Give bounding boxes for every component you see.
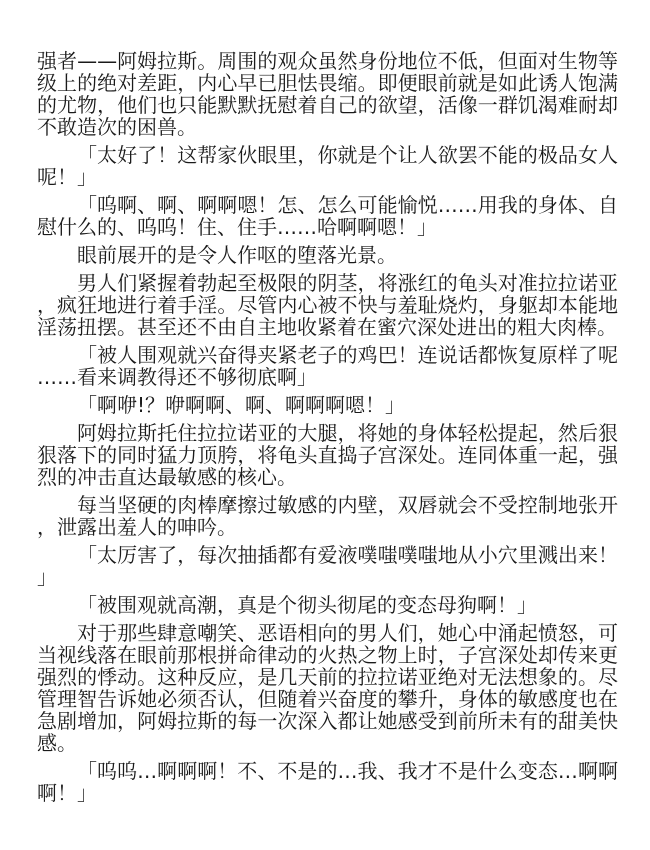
paragraph: 对于那些肆意嘲笑、恶语相向的男人们，她心中涌起愤怒，可当视线落在眼前那根拼命律动的火热之物上时，子宫深处却传来更强烈的悸动。这种反应，是几天前的拉拉诺亚绝对无法想象的。尽管理智告诉她必须否认，但随着兴奋度的攀升，身体的敏感度也在急剧增加，阿姆拉斯的每一次深入都让她感受到前所未有的甜美快感。 (37, 621, 618, 755)
paragraph: 阿姆拉斯托住拉拉诺亚的大腿，将她的身体轻松提起，然后狠狠落下的同时猛力顶胯，将龟头直捣子宫深处。连同体重一起，强烈的冲击直达最敏感的核心。 (37, 421, 618, 489)
paragraph: 男人们紧握着勃起至极限的阴茎，将涨红的龟头对准拉拉诺亚，疯狂地进行着手淫。尽管内心被不快与羞耻烧灼，身躯却本能地淫荡扭摆。甚至还不由自主地收紧着在蜜穴深处进出的粗大肉棒。 (37, 271, 618, 339)
paragraph: 「呜啊、啊、啊啊嗯！怎、怎么可能愉悦……用我的身体、自慰什么的、呜呜！住、住手……哈啊啊嗯！」 (37, 193, 618, 239)
paragraph: 「太厉害了，每次抽插都有爱液噗嗤噗嗤地从小穴里溅出来！」 (37, 543, 618, 589)
paragraph: 「被人围观就兴奋得夹紧老子的鸡巴！连说话都恢复原样了呢……看来调教得还不够彻底啊」 (37, 343, 618, 389)
paragraph: 强者——阿姆拉斯。周围的观众虽然身份地位不低，但面对生物等级上的绝对差距，内心早已胆怯畏缩。即便眼前就是如此诱人饱满的尤物，他们也只能默默抚慰着自己的欲望，活像一群饥渴难耐却不敢造次的困兽。 (37, 49, 618, 139)
paragraph: 「啊咿!？咿啊啊、啊、啊啊啊嗯！」 (77, 393, 406, 417)
document-page (37, 50, 618, 810)
paragraph: 「太好了！这帮家伙眼里，你就是个让人欲罢不能的极品女人呢！」 (37, 143, 618, 189)
paragraph: 「被围观就高潮，真是个彻头彻尾的变态母狗啊！」 (77, 593, 537, 617)
paragraph: 每当坚硬的肉棒摩擦过敏感的内壁，双唇就会不受控制地张开，泄露出羞人的呻吟。 (37, 493, 618, 539)
paragraph: 「呜呜…啊啊啊！不、不是的…我、我才不是什么变态…啊啊啊！」 (37, 759, 618, 805)
paragraph: 眼前展开的是令人作呕的堕落光景。 (77, 243, 397, 267)
